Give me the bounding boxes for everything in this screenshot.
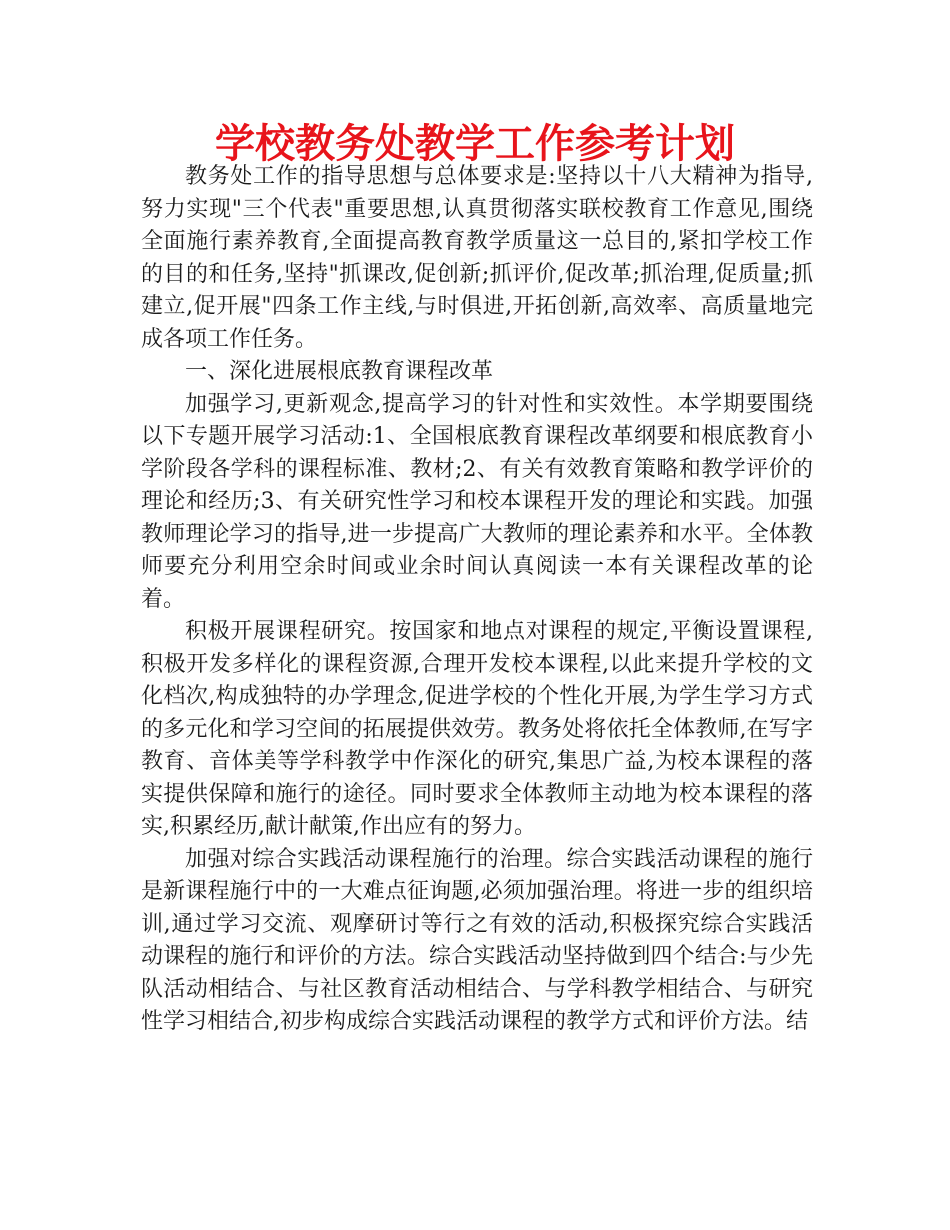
paragraph-strengthen-learning: 加强学习,更新观念,提高学习的针对性和实效性。本学期要围绕以下专题开展学习活动:1、全国根底教育课程改革纲要和根底教育小学阶段各学科的课程标准、教材;2、有关有效教育策略和教学评价的理论和经历;3、有关研究性学习和校本课程开发的理论和实践。加强教师理论学习的指导,进一步提高广大教师的理论素养和水平。全体教师要充分利用空余时间或业余时间认真阅读一本有关课程改革的论着。 [141,391,813,612]
section-heading-1: 一、深化进展根底教育课程改革 [185,359,494,384]
document-body [141,161,813,1039]
paragraph-curriculum-research: 积极开展课程研究。按国家和地点对课程的规定,平衡设置课程,积极开发多样化的课程资源,合理开发校本课程,以此来提升学校的文化档次,构成独特的办学理念,促进学校的个性化开展,为学生学习方式的多元化和学习空间的拓展提供效劳。教务处将依托全体教师,在写字教育、音体美等学科教学中作深化的研究,集思广益,为校本课程的落实提供保障和施行的途径。同时要求全体教师主动地为校本课程的落实,积累经历,献计献策,作出应有的努力。 [141,619,813,839]
document-title: 学校教务处教学工作参考计划 [215,121,735,167]
paragraph-practice-activities: 加强对综合实践活动课程施行的治理。综合实践活动课程的施行是新课程施行中的一大难点征询题,必须加强治理。将进一步的组织培训,通过学习交流、观摩研讨等行之有效的活动,积极探究综合实践活动课程的施行和评价的方法。综合实践活动坚持做到四个结合:与少先队活动相结合、与社区教育活动相结合、与学科教学相结合、与研究性学习相结合,初步构成综合实践活动课程的教学方式和评价方法。结 [141,846,813,1034]
paragraph-guiding-ideology: 教务处工作的指导思想与总体要求是:坚持以十八大精神为指导,努力实现"三个代表"重要思想,认真贯彻落实联校教育工作意见,围绕全面施行素养教育,全面提高教育教学质量这一总目的,紧扣学校工作的目的和任务,坚持"抓课改,促创新;抓评价,促改革;抓治理,促质量;抓建立,促开展"四条工作主线,与时俱进,开拓创新,高效率、高质量地完成各项工作任务。 [141,164,813,352]
